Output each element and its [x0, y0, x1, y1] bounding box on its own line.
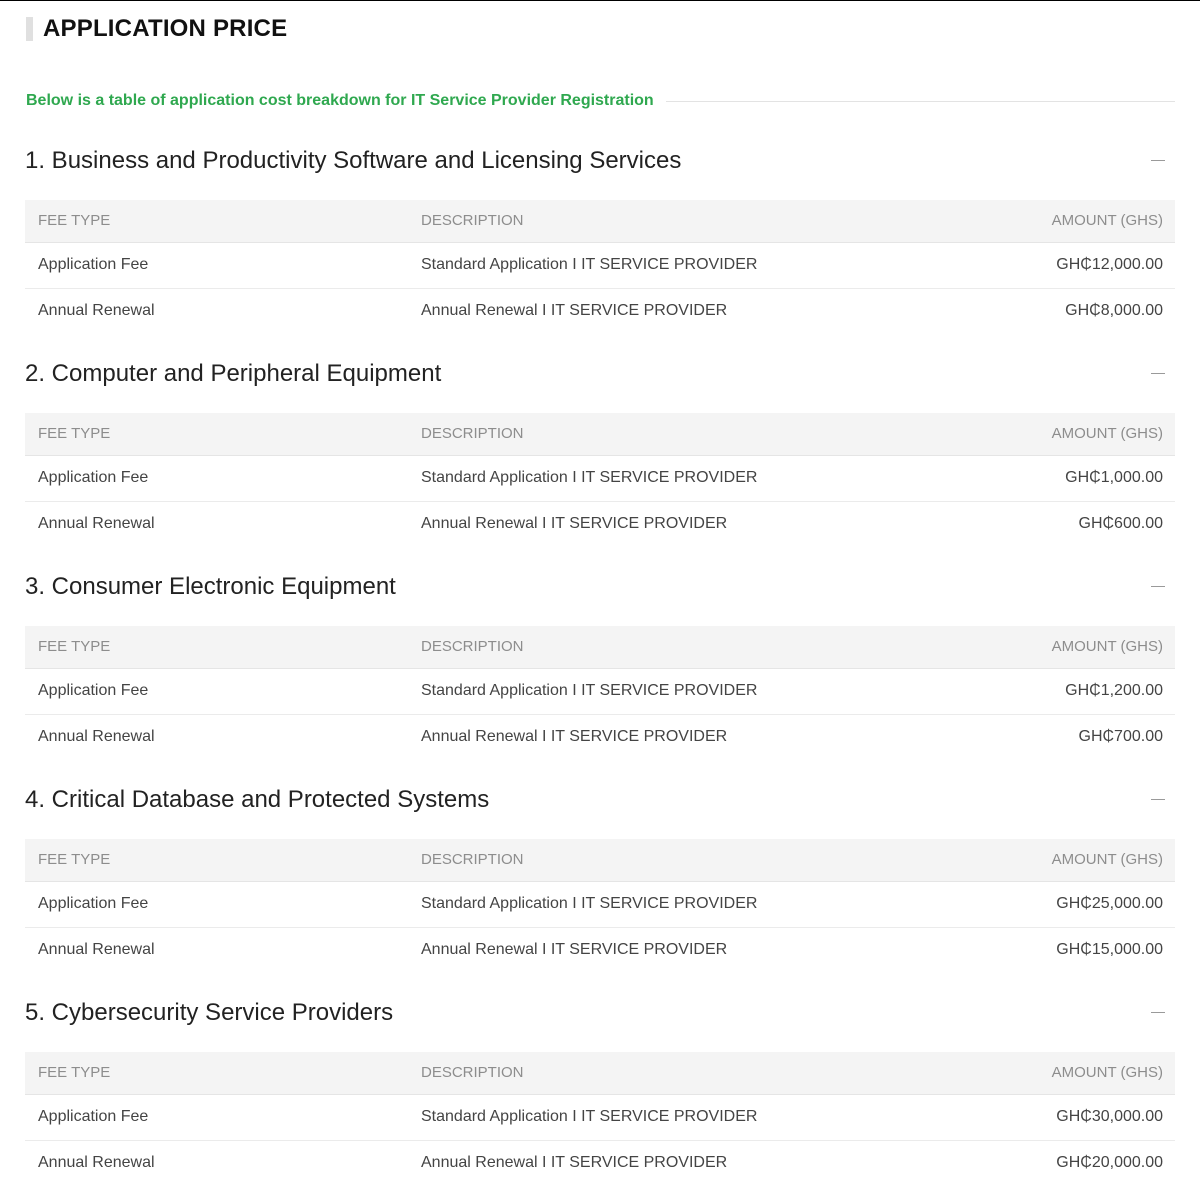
intro-divider [666, 101, 1175, 102]
column-header-fee-type: FEE TYPE [25, 626, 408, 668]
amount-cell: GH₵12,000.00 [908, 242, 1175, 288]
description-cell: Standard Application I IT SERVICE PROVIDER [408, 881, 908, 927]
fee-section-5 [25, 993, 1175, 1186]
fee-type-cell: Annual Renewal [38, 728, 155, 746]
column-header-description: DESCRIPTION [408, 626, 908, 668]
column-header-description: DESCRIPTION [408, 413, 908, 455]
column-header-description: DESCRIPTION [408, 200, 908, 242]
collapse-minus-icon[interactable] [1151, 1012, 1165, 1013]
table-header-row [25, 839, 1175, 881]
fee-type-cell: Annual Renewal [38, 941, 155, 959]
table-row [25, 668, 1175, 714]
intro-text: Below is a table of application cost breakdown for IT Service Provider Registration [26, 92, 654, 109]
table-row [25, 714, 1175, 760]
section-header[interactable] [25, 780, 1175, 820]
amount-cell: GH₵8,000.00 [1065, 302, 1163, 320]
fee-type-cell: Application Fee [25, 881, 408, 927]
description-cell: Annual Renewal I IT SERVICE PROVIDER [421, 302, 728, 320]
fee-section-2 [25, 354, 1175, 547]
fee-table [25, 200, 1175, 334]
table-row [25, 288, 1175, 334]
column-header-amount: AMOUNT (GHS) [908, 1052, 1175, 1094]
description-cell: Standard Application I IT SERVICE PROVIDER [408, 242, 908, 288]
section-title: 2. Computer and Peripheral Equipment [25, 360, 442, 387]
fee-type-cell: Annual Renewal [38, 302, 155, 320]
fee-type-cell: Application Fee [25, 1094, 408, 1140]
description-cell: Annual Renewal I IT SERVICE PROVIDER [421, 728, 728, 746]
fee-type-cell: Annual Renewal [38, 515, 155, 533]
section-header[interactable] [25, 141, 1175, 181]
column-header-amount: AMOUNT (GHS) [908, 200, 1175, 242]
fee-type-cell: Application Fee [25, 668, 408, 714]
column-header-amount: AMOUNT (GHS) [908, 413, 1175, 455]
section-header[interactable] [25, 567, 1175, 607]
fee-table [25, 626, 1175, 760]
column-header-fee-type: FEE TYPE [25, 413, 408, 455]
fee-section-1 [25, 141, 1175, 334]
fee-table [25, 839, 1175, 973]
header-accent-bar [26, 17, 33, 41]
fee-type-cell: Annual Renewal [38, 1154, 155, 1172]
collapse-minus-icon[interactable] [1151, 799, 1165, 800]
amount-cell: GH₵30,000.00 [908, 1094, 1175, 1140]
amount-cell: GH₵15,000.00 [1056, 941, 1163, 959]
fee-table [25, 1052, 1175, 1186]
section-title: 1. Business and Productivity Software and Licensing Services [25, 147, 682, 174]
table-row [25, 242, 1175, 288]
description-cell: Standard Application I IT SERVICE PROVIDER [408, 455, 908, 501]
collapse-minus-icon[interactable] [1151, 586, 1165, 587]
amount-cell: GH₵25,000.00 [908, 881, 1175, 927]
description-cell: Annual Renewal I IT SERVICE PROVIDER [421, 941, 728, 959]
table-row [25, 1094, 1175, 1140]
amount-cell: GH₵1,200.00 [908, 668, 1175, 714]
table-header-row [25, 1052, 1175, 1094]
page-header [26, 15, 287, 43]
column-header-description: DESCRIPTION [408, 1052, 908, 1094]
table-row [25, 501, 1175, 547]
collapse-minus-icon[interactable] [1151, 373, 1165, 374]
fee-type-cell: Application Fee [25, 242, 408, 288]
table-header-row [25, 200, 1175, 242]
column-header-amount: AMOUNT (GHS) [908, 839, 1175, 881]
section-title: 4. Critical Database and Protected Systems [25, 786, 490, 813]
fee-section-3 [25, 567, 1175, 760]
intro-banner [26, 89, 1175, 113]
table-header-row [25, 626, 1175, 668]
column-header-fee-type: FEE TYPE [25, 839, 408, 881]
section-header[interactable] [25, 354, 1175, 394]
collapse-minus-icon[interactable] [1151, 160, 1165, 161]
fee-type-cell: Application Fee [25, 455, 408, 501]
table-row [25, 455, 1175, 501]
table-row [25, 881, 1175, 927]
column-header-description: DESCRIPTION [408, 839, 908, 881]
description-cell: Standard Application I IT SERVICE PROVIDER [408, 1094, 908, 1140]
page-title: APPLICATION PRICE [43, 15, 288, 42]
fee-table [25, 413, 1175, 547]
table-row [25, 927, 1175, 973]
description-cell: Standard Application I IT SERVICE PROVIDER [408, 668, 908, 714]
amount-cell: GH₵700.00 [1078, 728, 1163, 746]
amount-cell: GH₵1,000.00 [908, 455, 1175, 501]
column-header-fee-type: FEE TYPE [25, 200, 408, 242]
description-cell: Annual Renewal I IT SERVICE PROVIDER [421, 515, 728, 533]
section-title: 5. Cybersecurity Service Providers [25, 999, 394, 1026]
column-header-fee-type: FEE TYPE [25, 1052, 408, 1094]
description-cell: Annual Renewal I IT SERVICE PROVIDER [421, 1154, 728, 1172]
amount-cell: GH₵20,000.00 [1056, 1154, 1163, 1172]
fee-section-4 [25, 780, 1175, 973]
section-title: 3. Consumer Electronic Equipment [25, 573, 396, 600]
section-header[interactable] [25, 993, 1175, 1033]
table-row [25, 1140, 1175, 1186]
amount-cell: GH₵600.00 [1078, 515, 1163, 533]
column-header-amount: AMOUNT (GHS) [908, 626, 1175, 668]
table-header-row [25, 413, 1175, 455]
